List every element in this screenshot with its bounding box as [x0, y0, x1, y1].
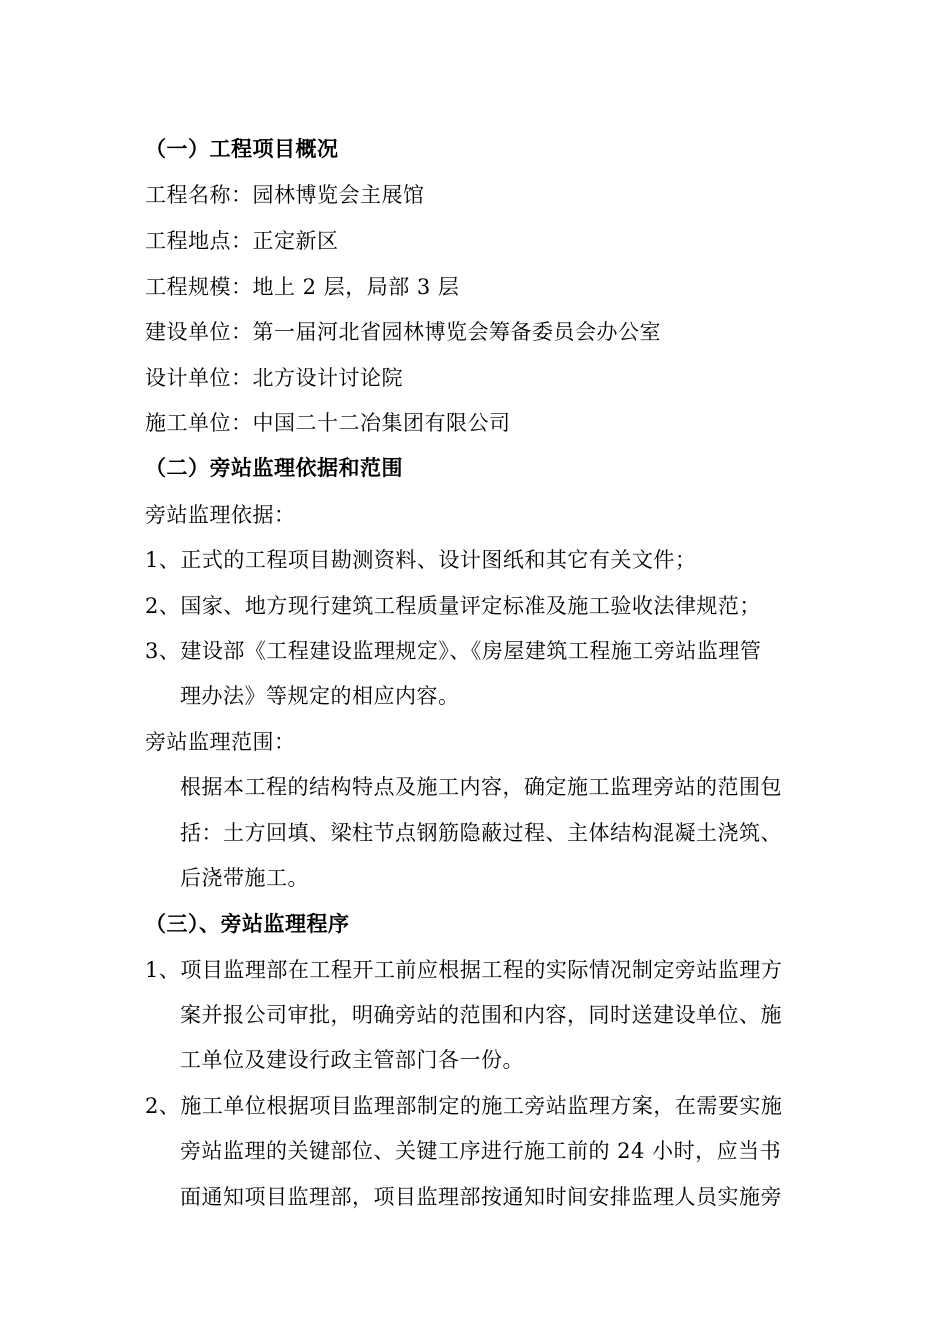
procedure-item-continuation: 工单位及建设行政主管部门各一份。	[180, 1048, 524, 1072]
section-3-heading: （三）、旁站监理程序	[145, 911, 350, 936]
scope-label: 旁站监理范围：	[145, 730, 296, 754]
procedure-item-continuation: 面通知项目监理部，项目监理部按通知时间安排监理人员实施旁	[180, 1185, 782, 1209]
project-scale: 工程规模：地上 2 层，局部 3 层	[145, 275, 460, 299]
procedure-item: 1、项目监理部在工程开工前应根据工程的实际情况制定旁站监理方	[145, 958, 783, 982]
procedure-item: 2、施工单位根据项目监理部制定的施工旁站监理方案，在需要实施	[145, 1094, 783, 1118]
scope-paragraph-line: 根据本工程的结构特点及施工内容，确定施工监理旁站的范围包	[180, 775, 782, 799]
scope-paragraph-line: 后浇带施工。	[180, 866, 309, 890]
design-unit: 设计单位：北方设计讨论院	[145, 366, 403, 390]
scope-paragraph-line: 括：土方回填、梁柱节点钢筋隐蔽过程、主体结构混凝土浇筑、	[180, 821, 782, 845]
basis-item-continuation: 理办法》等规定的相应内容。	[180, 684, 460, 708]
procedure-item-continuation: 案并报公司审批，明确旁站的范围和内容，同时送建设单位、施	[180, 1003, 782, 1027]
section-1-heading: （一）工程项目概况	[145, 136, 339, 161]
procedure-item-continuation: 旁站监理的关键部位、关键工序进行施工前的 24 小时，应当书	[180, 1139, 782, 1163]
project-name: 工程名称：园林博览会主展馆	[145, 183, 425, 207]
basis-item: 2、国家、地方现行建筑工程质量评定标准及施工验收法律规范；	[145, 594, 761, 618]
construction-unit: 施工单位：中国二十二冶集团有限公司	[145, 411, 511, 435]
basis-label: 旁站监理依据：	[145, 503, 296, 527]
section-2-heading: （二）旁站监理依据和范围	[145, 455, 403, 480]
basis-item: 3、建设部《工程建设监理规定》、《房屋建筑工程施工旁站监理管	[145, 639, 762, 663]
owner-unit: 建设单位：第一届河北省园林博览会筹备委员会办公室	[145, 320, 661, 344]
project-location: 工程地点：正定新区	[145, 229, 339, 253]
basis-item: 1、正式的工程项目勘测资料、设计图纸和其它有关文件；	[145, 548, 697, 572]
